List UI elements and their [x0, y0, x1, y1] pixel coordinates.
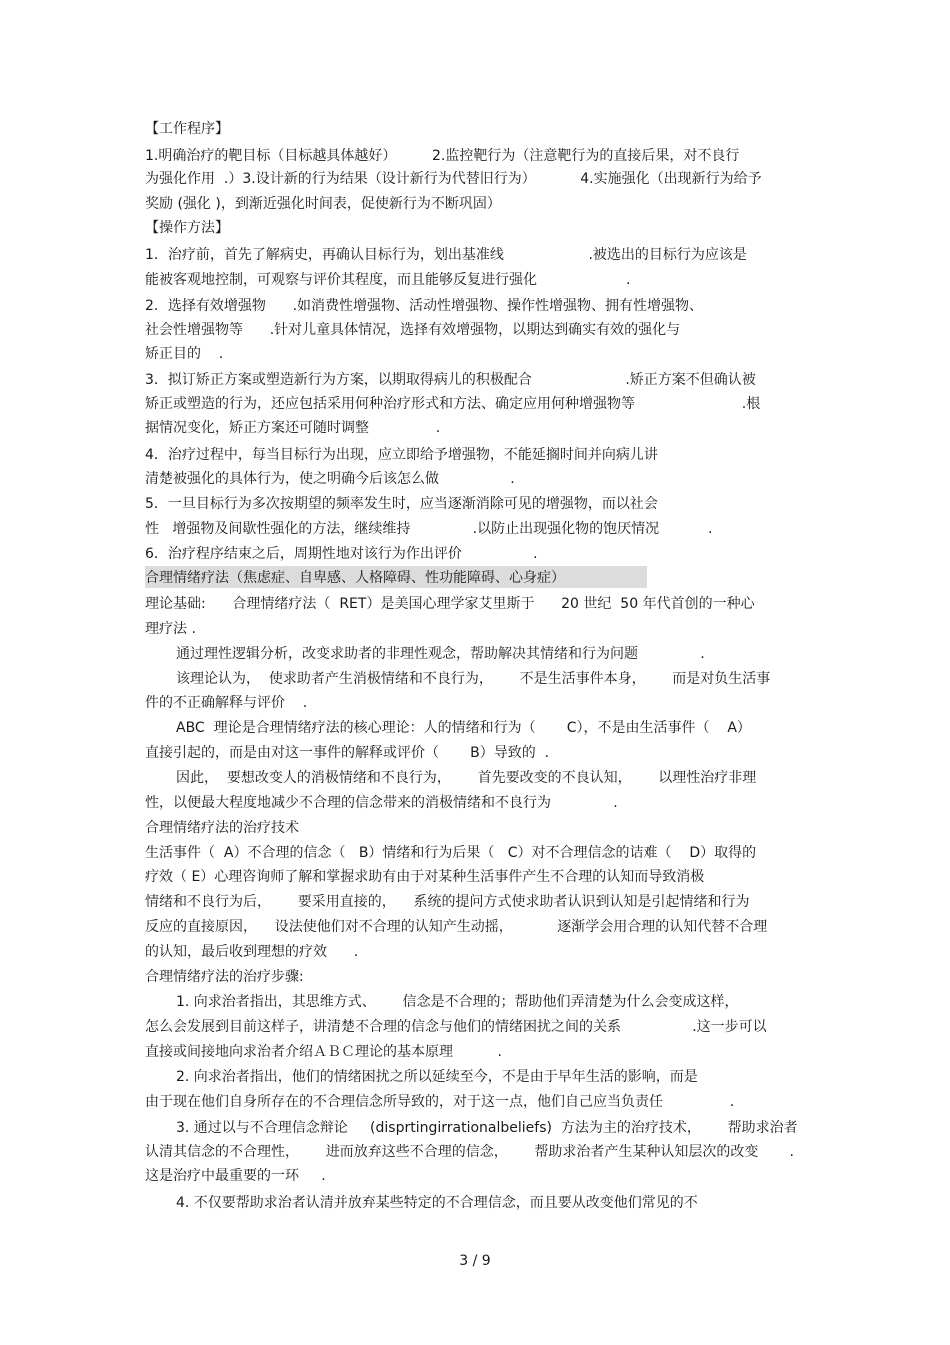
text-line: 生活事件（ A）不合理的信念（ B）情绪和行为后果（ C）对不合理信念的诘难（ D）取得的 — [145, 845, 757, 861]
text-line: 奖励 (强化 )，到渐近强化时间表，促使新行为不断巩固） — [145, 196, 501, 212]
heading-ret-techniques: 合理情绪疗法的治疗技术 — [145, 820, 299, 836]
text-line: 性 增强物及间歇性强化的方法，继续维持 .以防止出现强化物的饱厌情况 . — [145, 521, 713, 537]
heading-work-procedure: 【工作程序】 — [145, 121, 229, 137]
text-line: 6．治疗程序结束之后，周期性地对该行为作出评价 . — [145, 546, 538, 562]
text-line: 2. 向求治者指出，他们的情绪困扰之所以延续至今，不是由于早年生活的影响，而是 — [176, 1069, 698, 1085]
text-line: 由于现在他们自身所存在的不合理信念所导致的，对于这一点，他们自己应当负责任 . — [145, 1094, 735, 1110]
text-line: 1．治疗前，首先了解病史，再确认目标行为，划出基准线 .被选出的目标行为应该是 — [145, 247, 747, 263]
heading-operation-method: 【操作方法】 — [145, 220, 229, 236]
text-line: 怎么会发展到目前这样子，讲清楚不合理的信念与他们的情绪困扰之间的关系 .这一步可以 — [145, 1019, 767, 1035]
text-line: 社会性增强物等 .针对儿童具体情况，选择有效增强物，以期达到确实有效的强化与 — [145, 322, 681, 338]
text-line: ABC 理论是合理情绪疗法的核心理论：人的情绪和行为（ C），不是由生活事件（ A） — [176, 720, 751, 736]
text-line: 为强化作用 .）3.设计新的行为结果（设计新行为代替旧行为） 4.实施强化（出现新行为给予 — [145, 171, 762, 187]
text-line: 1.明确治疗的靶目标（目标越具体越好） 2.监控靶行为（注意靶行为的直接后果，对不良行 — [145, 148, 740, 164]
text-line: 该理论认为， 使求助者产生消极情绪和不良行为， 不是生活事件本身， 而是对负生活事 — [176, 671, 771, 687]
text-line: 反应的直接原因， 设法使他们对不合理的认知产生动摇， 逐渐学会用合理的认知代替不合理 — [145, 919, 768, 935]
text-line: 矫正或塑造的行为，还应包括采用何种治疗形式和方法、确定应用何种增强物等 .根 — [145, 396, 761, 412]
text-line: 认清其信念的不合理性， 进而放弃这些不合理的信念， 帮助求治者产生某种认知层次的改变 . — [145, 1144, 795, 1160]
text-line: 通过理性逻辑分析，改变求助者的非理性观念，帮助解决其情绪和行为问题 . — [176, 646, 705, 662]
heading-ret-therapy: 合理情绪疗法（焦虑症、自卑感、人格障碍、性功能障碍、心身症） — [145, 570, 565, 586]
page-number: 3 / 9 — [459, 1253, 491, 1269]
text-line: 据情况变化，矫正方案还可随时调整 . — [145, 420, 441, 436]
text-line: 的认知，最后收到理想的疗效 . — [145, 944, 359, 960]
text-line: 5．一旦目标行为多次按期望的频率发生时，应当逐渐消除可见的增强物，而以社会 — [145, 496, 658, 512]
text-line: 清楚被强化的具体行为，使之明确今后该怎么做 . — [145, 471, 515, 487]
text-line: 矫正目的 . — [145, 346, 224, 362]
text-line: 直接引起的，而是由对这一事件的解释或评价（ B）导致的 . — [145, 745, 550, 761]
text-line: 情绪和不良行为后， 要采用直接的， 系统的提问方式使求助者认识到认知是引起情绪和行为 — [145, 894, 750, 910]
text-line: 3．拟订矫正方案或塑造新行为方案，以期取得病儿的积极配合 .矫正方案不但确认被 — [145, 372, 756, 388]
text-line: 能被客观地控制，可观察与评价其程度，而且能够反复进行强化 . — [145, 272, 631, 288]
text-line: 1. 向求治者指出，其思维方式、 信念是不合理的；帮助他们弄清楚为什么会变成这样， — [176, 994, 739, 1010]
text-line: 直接或间接地向求治者介绍ＡＢＣ理论的基本原理 . — [145, 1044, 502, 1060]
text-line: 理论基础: 合理情绪疗法（ RET）是美国心理学家艾里斯于 20 世纪 50 年代首创的一种心 — [145, 596, 755, 612]
text-line: 4．治疗过程中，每当目标行为出现，应立即给予增强物，不能延搁时间并向病儿讲 — [145, 447, 658, 463]
text-line: 疗效（ E）心理咨询师了解和掌握求助有由于对某种生活事件产生不合理的认知而导致消极 — [145, 869, 705, 885]
text-line: 3. 通过以与不合理信念辩论 (disprtingirrationalbeliefs) 方法为主的治疗技术， 帮助求治者 — [176, 1120, 798, 1136]
text-line: 4. 不仅要帮助求治者认清并放弃某些特定的不合理信念，而且要从改变他们常见的不 — [176, 1195, 698, 1211]
text-line: 理疗法 . — [145, 621, 196, 637]
heading-ret-steps: 合理情绪疗法的治疗步骤: — [145, 969, 304, 985]
text-line: 性，以便最大程度地减少不合理的信念带来的消极情绪和不良行为 . — [145, 795, 618, 811]
text-line: 这是治疗中最重要的一环 . — [145, 1168, 326, 1184]
text-line: 因此， 要想改变人的消极情绪和不良行为， 首先要改变的不良认知， 以理性治疗非理 — [176, 770, 757, 786]
text-line: 件的不正确解释与评价 . — [145, 695, 308, 711]
text-line: 2．选择有效增强物 .如消费性增强物、活动性增强物、操作性增强物、拥有性增强物、 — [145, 298, 704, 314]
